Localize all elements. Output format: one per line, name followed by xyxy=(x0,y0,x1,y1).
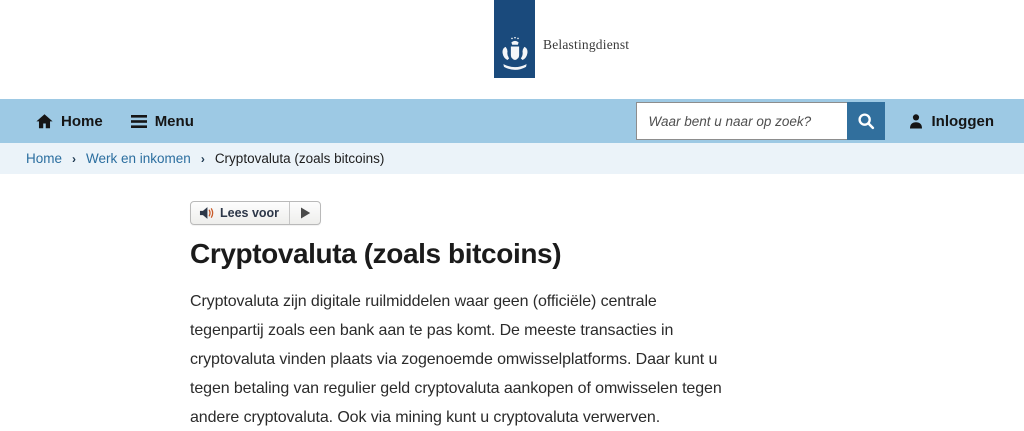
intro-paragraph xyxy=(190,287,790,431)
speaker-icon xyxy=(199,206,214,220)
chevron-right-icon: › xyxy=(72,151,77,166)
play-icon xyxy=(300,207,311,219)
search-input[interactable] xyxy=(636,102,847,140)
intro-line: cryptovaluta vinden plaats via zogenoemde omwisselplatforms. Daar kunt u xyxy=(190,351,718,368)
user-icon xyxy=(909,114,923,129)
breadcrumb-link-werk-en-inkomen[interactable]: Werk en inkomen xyxy=(86,151,191,166)
home-icon xyxy=(36,113,53,129)
play-button[interactable] xyxy=(289,202,320,224)
hamburger-menu-icon xyxy=(131,115,147,128)
login-button[interactable] xyxy=(909,113,995,130)
search-form xyxy=(636,102,885,140)
search-icon xyxy=(857,112,875,130)
breadcrumb xyxy=(0,143,1024,174)
main-navbar xyxy=(0,99,1024,143)
nav-menu-button[interactable] xyxy=(131,113,194,130)
nav-menu-label: Menu xyxy=(154,112,194,130)
brand-wordmark: Belastingdienst xyxy=(543,37,630,52)
chevron-right-icon: › xyxy=(200,151,205,166)
logo-ribbon[interactable] xyxy=(494,0,535,78)
rijksoverheid-emblem-icon xyxy=(500,36,530,72)
read-aloud-button[interactable] xyxy=(191,202,289,224)
search-button[interactable] xyxy=(847,102,885,140)
intro-line: tegenpartij zoals een bank aan te pas komt. De meeste transacties in xyxy=(190,322,674,339)
intro-line: Cryptovaluta zijn digitale ruilmiddelen waar geen (officiële) centrale xyxy=(190,293,657,310)
breadcrumb-current-page: Cryptovaluta (zoals bitcoins) xyxy=(214,151,385,166)
main-content xyxy=(0,174,790,431)
breadcrumb-link-home[interactable]: Home xyxy=(26,151,63,166)
intro-line: tegen betaling van regulier geld cryptovaluta aankopen of omwisselen tegen xyxy=(190,380,722,397)
nav-home-label: Home xyxy=(61,112,103,130)
page-title: Cryptovaluta (zoals bitcoins) xyxy=(190,238,562,269)
site-header xyxy=(0,0,1024,99)
nav-home-button[interactable] xyxy=(36,113,103,130)
readspeaker-widget xyxy=(190,201,321,225)
read-aloud-label: Lees voor xyxy=(220,206,280,220)
login-label: Inloggen xyxy=(931,112,994,130)
intro-line: andere cryptovaluta. Ook via mining kunt u cryptovaluta verwerven. xyxy=(190,409,661,426)
